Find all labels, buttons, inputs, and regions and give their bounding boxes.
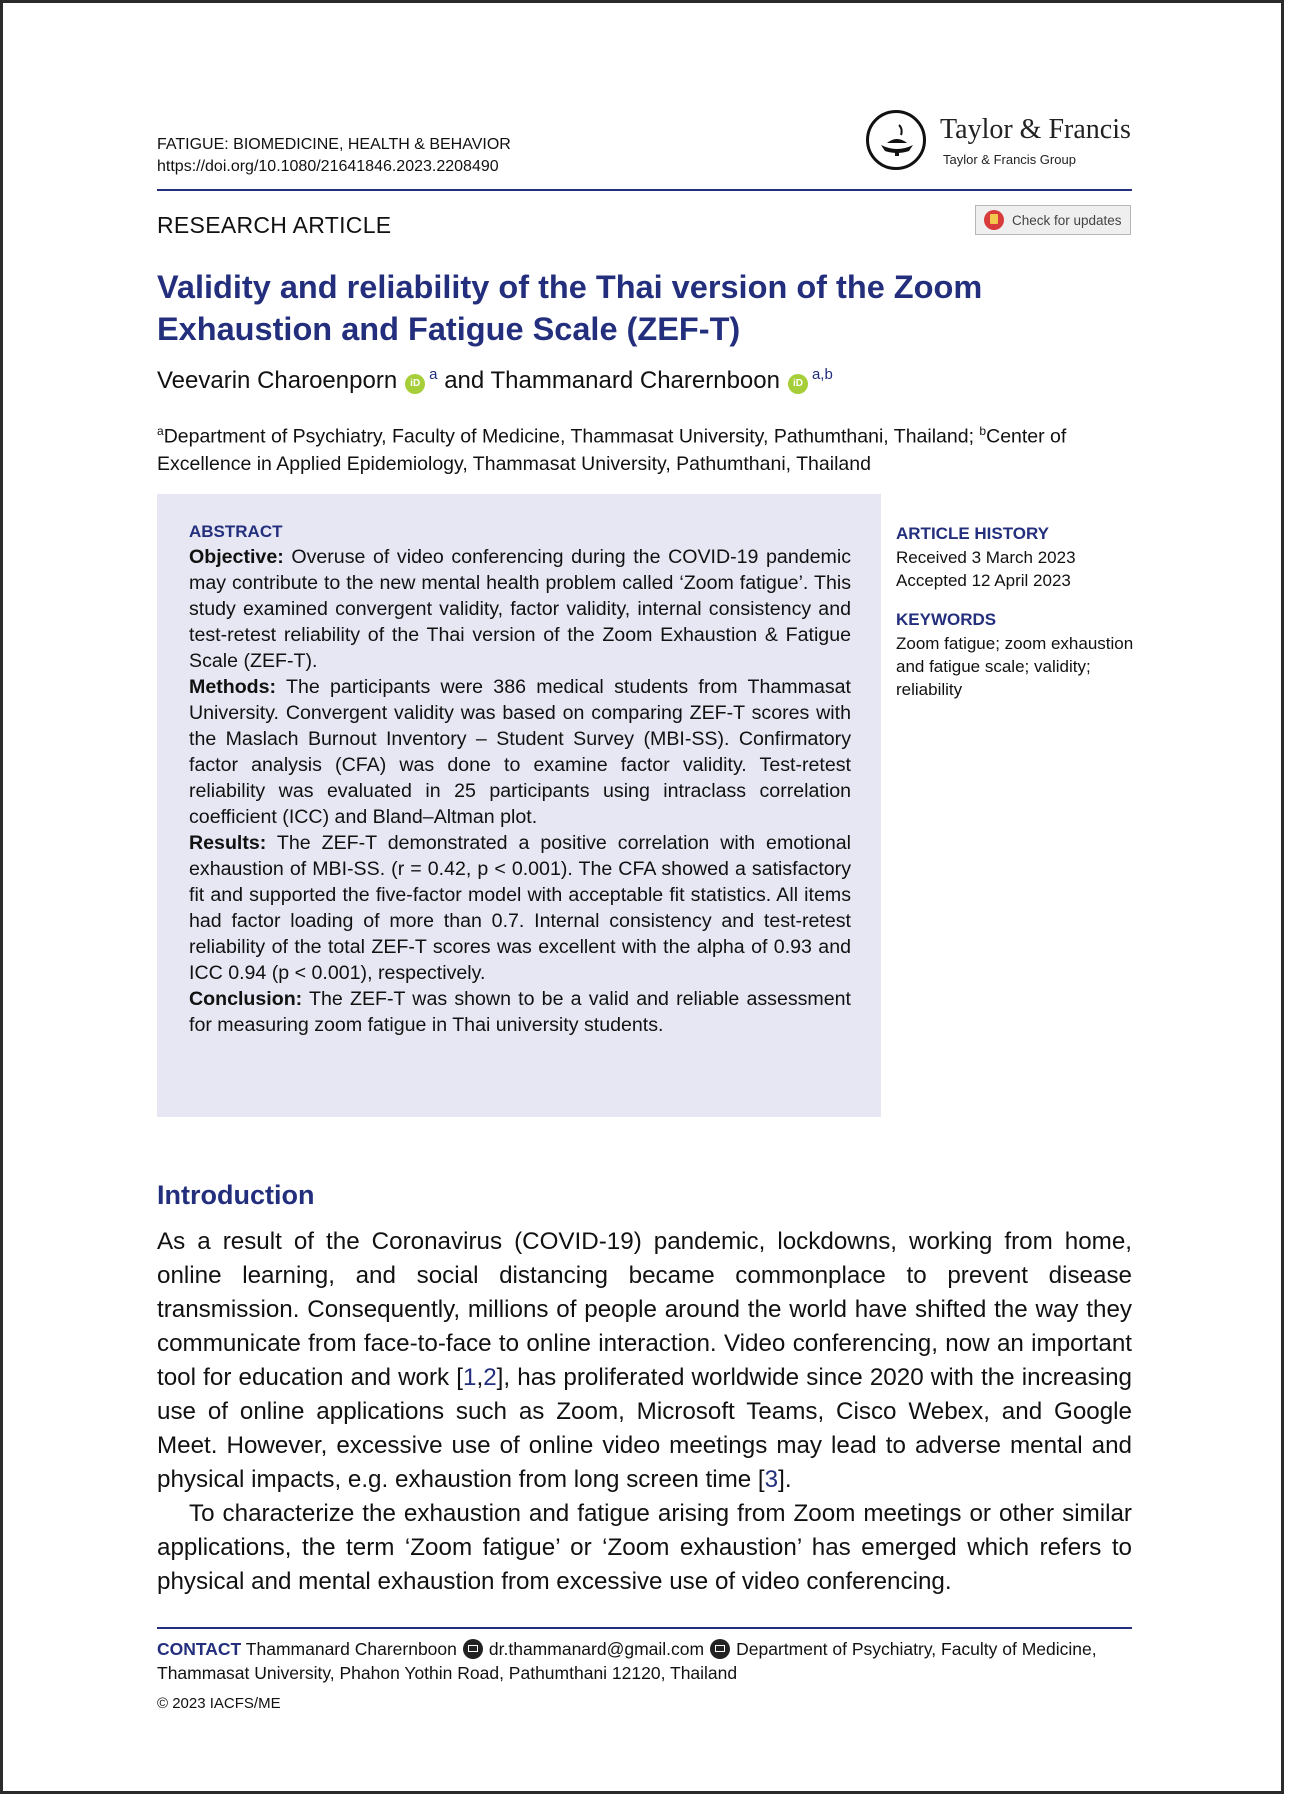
author-affiliation-mark: a: [429, 366, 438, 383]
contact-email[interactable]: dr.thammanard@gmail.com: [488, 1639, 705, 1659]
affiliation-mark: b: [979, 424, 987, 438]
check-for-updates-label: Check for updates: [1012, 212, 1122, 228]
orcid-icon[interactable]: iD: [788, 374, 808, 394]
copyright: © 2023 IACFS/ME: [157, 1695, 281, 1712]
author-name: Thammanard Charernboon: [490, 367, 780, 394]
abstract-label: Conclusion:: [189, 988, 303, 1010]
crossmark-icon: [984, 210, 1004, 230]
abstract-label: Methods:: [189, 676, 277, 698]
citation-link[interactable]: 1: [463, 1364, 477, 1391]
introduction-body: [157, 1225, 1132, 1599]
paragraph: [157, 1225, 1132, 1497]
publisher-group: Taylor & Francis Group: [943, 152, 1076, 167]
affiliation-text: Center of Excellence in Applied Epidemiology, Thammasat University, Pathumthani, Thailand: [157, 425, 1067, 475]
paragraph-text: ], has proliferated worldwide since 2020 with the increasing use of online applications such as Zoom, Microsoft Teams, Cisco Webex, and Google Meet. However, excessive use of online video meetings may lead to adverse mental and physical impacts, e.g. exhaustion from long screen time [: [157, 1364, 1132, 1493]
authors-joiner: and: [444, 367, 485, 394]
abstract-results: [189, 830, 851, 986]
paragraph-text: ,: [476, 1364, 484, 1391]
orcid-icon[interactable]: iD: [405, 374, 425, 394]
publisher-logo: [866, 110, 1134, 180]
paragraph-text: ].: [778, 1466, 792, 1493]
affiliation-mark: a: [157, 424, 164, 438]
contact-address: Department of Psychiatry, Faculty of Medicine, Thammasat University, Phahon Yothin Road, Pathumthani 12120, Thailand: [157, 1639, 1097, 1683]
keywords-text: Zoom fatigue; zoom exhaustion and fatigue scale; validity; reliability: [896, 634, 1134, 699]
paragraph-text: As a result of the Coronavirus (COVID-19) pandemic, lockdowns, working from home, online learning, and social distancing became commonplace to prevent disease transmission. Consequently, millions of people around the world have shifted the way they communicate from face-to-face to online interaction. Video conferencing, now an important tool for education and work [: [157, 1228, 1132, 1391]
contact-label: CONTACT: [157, 1639, 242, 1659]
abstract-objective: [189, 544, 851, 674]
doi-link[interactable]: https://doi.org/10.1080/21641846.2023.2208490: [157, 158, 499, 175]
abstract-heading: ABSTRACT: [189, 522, 283, 541]
abstract-text: The ZEF-T was shown to be a valid and reliable assessment for measuring zoom fatigue in Thai university students.: [189, 988, 851, 1036]
received-date: Received 3 March 2023: [896, 548, 1076, 567]
email-icon: [463, 1639, 483, 1659]
abstract-methods: [189, 674, 851, 830]
keywords-heading: KEYWORDS: [896, 610, 997, 629]
article-title: Validity and reliability of the Thai version of the Zoom Exhaustion and Fatigue Scale (ZEF-T): [157, 269, 983, 347]
abstract-label: Objective:: [189, 546, 284, 568]
contact-name: Thammanard Charernboon: [245, 1639, 457, 1659]
citation-link[interactable]: 3: [764, 1466, 779, 1493]
introduction-heading: Introduction: [157, 1180, 315, 1210]
paragraph: To characterize the exhaustion and fatigue arising from Zoom meetings or other similar applications, the term ‘Zoom fatigue’ or ‘Zoom exhaustion’ has emerged which refers to physical and mental exhaustion from excessive use of video conferencing.: [157, 1500, 1132, 1595]
article-type: RESEARCH ARTICLE: [157, 212, 392, 238]
article-history-heading: ARTICLE HISTORY: [896, 524, 1050, 543]
abstract-text: The ZEF-T demonstrated a positive correlation with emotional exhaustion of MBI-SS. (r = 0.42, p < 0.001). The CFA showed a satisfactory fit and supported the five-factor model with acceptable fit statistics. All items had factor loading of more than 0.7. Internal consistency and test-retest reliability of the total ZEF-T scores was excellent with the alpha of 0.93 and ICC 0.94 (p < 0.001), respectively.: [189, 832, 851, 984]
author-affiliation-mark: a,b: [811, 366, 833, 383]
header-rule: [157, 189, 1132, 191]
article-sidebar: [896, 524, 1136, 701]
abstract-text: Overuse of video conferencing during the COVID-19 pandemic may contribute to the new mental health problem called ‘Zoom fatigue’. This study examined convergent validity, factor validity, internal consistency and test-retest reliability of the Thai version of the Zoom Exhaustion & Fatigue Scale (ZEF-T).: [189, 546, 851, 672]
citation-link[interactable]: 2: [483, 1364, 497, 1391]
publisher-name: Taylor & Francis: [940, 114, 1131, 145]
affiliation-text: Department of Psychiatry, Faculty of Medicine, Thammasat University, Pathumthani, Thailand;: [163, 425, 980, 448]
author-list: [157, 366, 833, 395]
abstract-label: Results:: [189, 832, 267, 854]
journal-info: [157, 134, 511, 178]
footer-rule: [157, 1627, 1132, 1629]
abstract-text: The participants were 386 medical students from Thammasat University. Convergent validity was based on comparing ZEF-T scores with the Maslach Burnout Inventory – Student Survey (MBI-SS). Confirmatory factor analysis (CFA) was done to examine factor validity. Test-retest reliability was evaluated in 25 participants using intraclass correlation coefficient (ICC) and Bland–Altman plot.: [189, 676, 851, 828]
check-for-updates-button[interactable]: [975, 205, 1131, 235]
author-name: Veevarin Charoenporn: [157, 367, 398, 394]
publisher-lamp-icon: [866, 110, 926, 170]
address-icon: [710, 1639, 730, 1659]
contact-info: [157, 1637, 1133, 1685]
abstract-conclusion: [189, 986, 851, 1038]
abstract-box: [157, 494, 881, 1117]
accepted-date: Accepted 12 April 2023: [896, 571, 1071, 590]
journal-name: FATIGUE: BIOMEDICINE, HEALTH & BEHAVIOR: [157, 136, 511, 153]
affiliations: [157, 418, 1135, 478]
